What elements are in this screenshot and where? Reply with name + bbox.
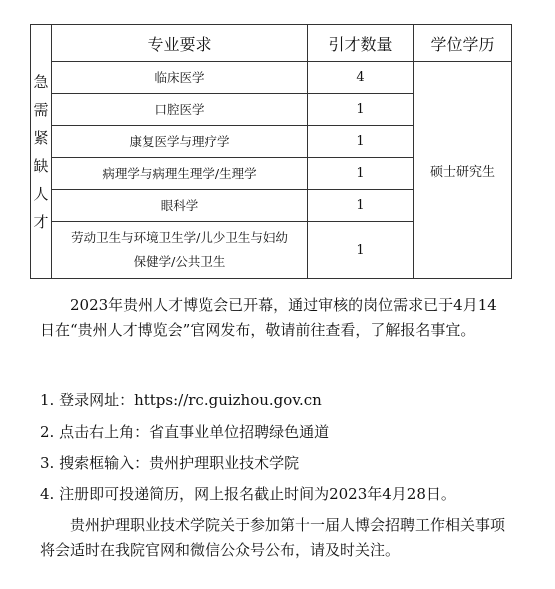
count-cell: 1 <box>308 94 414 126</box>
major-cell: 病理学与病理生理学/生理学 <box>52 158 308 190</box>
major-cell: 劳动卫生与环境卫生学/儿少卫生与妇幼保健学/公共卫生 <box>52 222 308 279</box>
category-char: 紧 <box>33 128 49 147</box>
step-2: 2. 点击右上角：省直事业单位招聘绿色通道 <box>40 423 330 441</box>
header-degree: 学位学历 <box>414 25 512 62</box>
major-cell: 康复医学与理疗学 <box>52 126 308 158</box>
category-char: 急 <box>33 72 49 91</box>
count-cell: 1 <box>308 190 414 222</box>
major-cell: 口腔医学 <box>52 94 308 126</box>
header-count: 引才数量 <box>308 25 414 62</box>
major-cell: 眼科学 <box>52 190 308 222</box>
recruitment-table <box>30 24 512 279</box>
table-row <box>31 62 512 94</box>
table-header-row <box>31 25 512 62</box>
count-cell: 1 <box>308 158 414 190</box>
step-4: 4. 注册即可投递简历，网上报名截止时间为2023年4月28日。 <box>40 485 456 503</box>
category-char: 才 <box>33 212 49 231</box>
category-cell <box>31 25 52 279</box>
category-char: 人 <box>33 184 49 203</box>
count-cell: 1 <box>308 222 414 279</box>
count-cell: 1 <box>308 126 414 158</box>
count-cell: 4 <box>308 62 414 94</box>
notice-closing: 贵州护理职业技术学院关于参加第十一届人博会招聘工作相关事项将会适时在我院官网和微信公众号公布，请及时关注。 <box>40 516 506 559</box>
category-char: 需 <box>33 100 49 119</box>
header-major: 专业要求 <box>52 25 308 62</box>
step-3: 3. 搜索框输入：贵州护理职业技术学院 <box>40 454 300 472</box>
notice-intro: 2023年贵州人才博览会已开幕，通过审核的岗位需求已于4月14日在“贵州人才博览会”官网发布，敬请前往查看，了解报名事宜。 <box>40 296 497 339</box>
category-char: 缺 <box>33 156 49 175</box>
step-1: 1. 登录网址：https://rc.guizhou.gov.cn <box>40 391 322 409</box>
degree-cell: 硕士研究生 <box>414 62 512 279</box>
major-cell: 临床医学 <box>52 62 308 94</box>
